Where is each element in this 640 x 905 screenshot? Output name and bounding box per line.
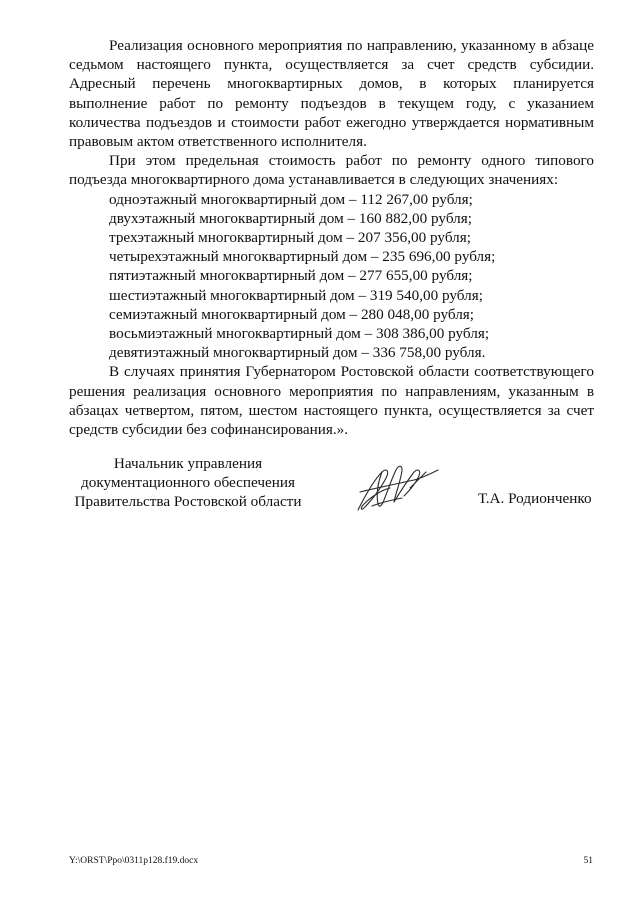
list-item: семиэтажный многоквартирный дом – 280 048,00 рубля; [109, 305, 475, 323]
list-item: шестиэтажный многоквартирный дом – 319 540,00 рубля; [109, 286, 483, 304]
signatory-title-line: Начальник управления [113, 455, 263, 472]
signer-name: Т.А. Родионченко [478, 490, 592, 507]
signatory-title-line: Правительства Ростовской области [74, 493, 302, 510]
paragraph-subsidy-funding: Реализация основного мероприятия по направлению, указанному в абзаце седьмом настоящего пункта, осуществляется за счет средств субсидии. Адресный перечень многоквартирных домов, в которых планируется выполнение работ по ремонту подъездов в текущем году, с указанием количества подъездов и стоимости работ ежегодно утверждается нормативным правовым актом ответственного исполнителя. [69, 37, 594, 151]
document-body [69, 36, 594, 439]
cost-list [69, 190, 594, 363]
list-item: девятиэтажный многоквартирный дом – 336 758,00 рубля. [109, 344, 486, 362]
handwritten-signature [352, 458, 442, 518]
list-item: пятиэтажный многоквартирный дом – 277 655,00 рубля; [109, 267, 473, 285]
paragraph-closing: В случаях принятия Губернатором Ростовской области соответствующего решения реализация основного мероприятия по направлениям, указанным в абзацах четвертом, пятом, шестом настоящего пункта, осуществляется за счет средств субсидии без софинансирования.». [69, 363, 594, 439]
list-item: трехэтажный многоквартирный дом – 207 356,00 рубля; [109, 229, 471, 247]
signatory-title-line: документационного обеспечения [81, 474, 295, 491]
paragraph-cost-limit-intro: При этом предельная стоимость работ по ремонту одного типового подъезда многоквартирного дома устанавливается в следующих значениях: [69, 152, 594, 189]
footer-file-path: Y:\ORST\Ppo\0311p128.f19.docx [69, 856, 199, 866]
list-item: четырехэтажный многоквартирный дом – 235 696,00 рубля; [109, 248, 496, 266]
page-number: 51 [583, 856, 593, 866]
list-item: одноэтажный многоквартирный дом – 112 267,00 рубля; [109, 190, 473, 208]
list-item: двухэтажный многоквартирный дом – 160 882,00 рубля; [109, 209, 472, 227]
signatory-title [63, 454, 313, 511]
list-item: восьмиэтажный многоквартирный дом – 308 386,00 рубля; [109, 325, 490, 343]
